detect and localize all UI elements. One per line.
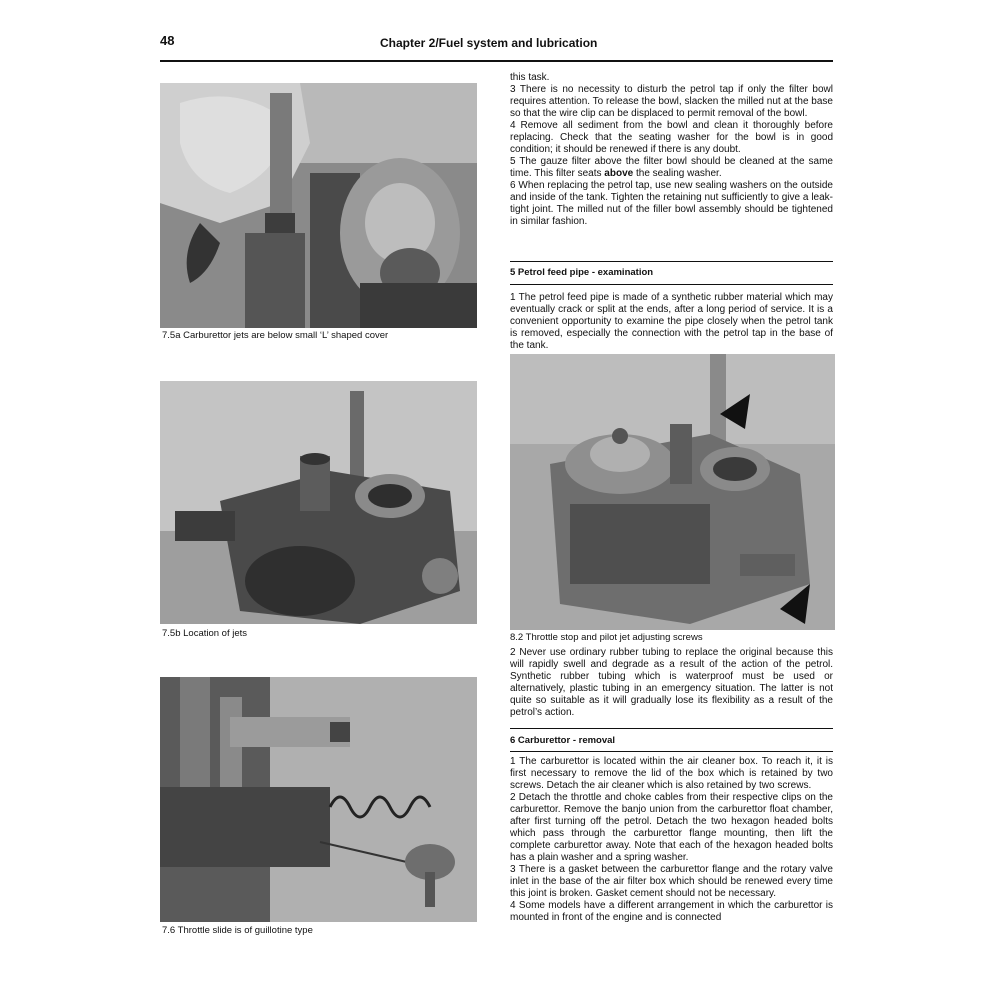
paragraph: 3 There is no necessity to disturb the petrol tap if only the filter bowl requires attention. To release the bowl, slacken the milled nut at the base so that the wire clip can be displaced to permit removal of the bowl.	[510, 84, 833, 119]
section-rule	[510, 284, 833, 285]
page-number: 48	[160, 33, 175, 48]
emphasis: above	[604, 168, 634, 179]
text-run: the sealing washer.	[633, 168, 722, 179]
photo-7-6	[160, 677, 477, 922]
paragraph: 6 When replacing the petrol tap, use new sealing washers on the outside and inside of the tank. Tighten the retaining nut sufficiently to give a leak-tight joint. The milled nut of the filler bowl assembly should be tightened in similar fashion.	[510, 180, 833, 227]
section-6-heading: 6 Carburettor - removal	[510, 735, 616, 746]
paragraph: 2 Never use ordinary rubber tubing to replace the original because this will rapidly swell and degrade as a result of the action of the petrol. Synthetic rubber tubing which is waterproof must be used or alternatively, plastic tubing in an emergency situation. The latter is not quite so suitable as it will gradually lose its flexibility as a result of the petrol’s action.	[510, 647, 833, 718]
photo-8-2	[510, 354, 835, 630]
paragraph: this task.	[510, 72, 550, 83]
paragraph: 4 Some models have a different arrangement in which the carburettor is mounted in front of the engine and is connected	[510, 900, 833, 923]
carburettor-jets-photo	[160, 83, 477, 328]
throttle-stop-photo	[510, 354, 835, 630]
paragraph: 1 The carburettor is located within the air cleaner box. To reach it, it is first necessary to remove the lid of the box which is retained by two screws. Detach the air cleaner which is also retained by two screws.	[510, 756, 833, 791]
paragraph: 4 Remove all sediment from the bowl and clean it thoroughly before replacing. Check that the seating washer for the bowl is in good condition; it should be renewed if there is any doubt.	[510, 120, 833, 155]
paragraph: 3 There is a gasket between the carburettor flange and the rotary valve inlet in the base of the air filter box which should be renewed every time this joint is broken. Gasket cement should not be necessary.	[510, 864, 833, 899]
caption-7-5a: 7.5a Carburettor jets are below small ‘L’ shaped cover	[162, 330, 389, 341]
section-6-text	[510, 756, 833, 924]
paragraph	[510, 156, 833, 180]
section-5-text	[510, 292, 833, 352]
top-text-block	[510, 72, 833, 228]
section-5-text-cont	[510, 647, 833, 719]
caption-7-6: 7.6 Throttle slide is of guillotine type	[162, 925, 313, 936]
caption-8-2: 8.2 Throttle stop and pilot jet adjusting screws	[510, 632, 703, 643]
section-rule	[510, 261, 833, 262]
header-rule	[160, 60, 833, 62]
section-rule	[510, 728, 833, 729]
text-run: 5 The gauze filter above the filter bowl should be cleaned at the same time. This filter seats	[510, 156, 833, 179]
photo-7-5a	[160, 83, 477, 328]
section-rule	[510, 751, 833, 752]
photo-7-5b	[160, 381, 477, 624]
caption-7-5b: 7.5b Location of jets	[162, 628, 248, 639]
paragraph: 2 Detach the throttle and choke cables from their respective clips on the carburettor. Remove the banjo union from the carburettor float chamber, after first turning off the petrol. Detach the two hexagon headed bolts which pass through the carburettor flange mounting, then lift the complete carburettor away. Note that each of the hexagon headed bolts has a plain washer and a spring washer.	[510, 792, 833, 863]
section-5-heading: 5 Petrol feed pipe - examination	[510, 267, 654, 278]
paragraph: 1 The petrol feed pipe is made of a synthetic rubber material which may eventually crack or split at the ends, after a long period of service. It is a convenient opportunity to examine the pipe closely when the petrol tank is removed, especially the connection with the petrol tap in the base of the tank.	[510, 292, 833, 351]
chapter-title: Chapter 2/Fuel system and lubrication	[380, 36, 598, 50]
jets-location-photo	[160, 381, 477, 624]
throttle-slide-photo	[160, 677, 477, 922]
